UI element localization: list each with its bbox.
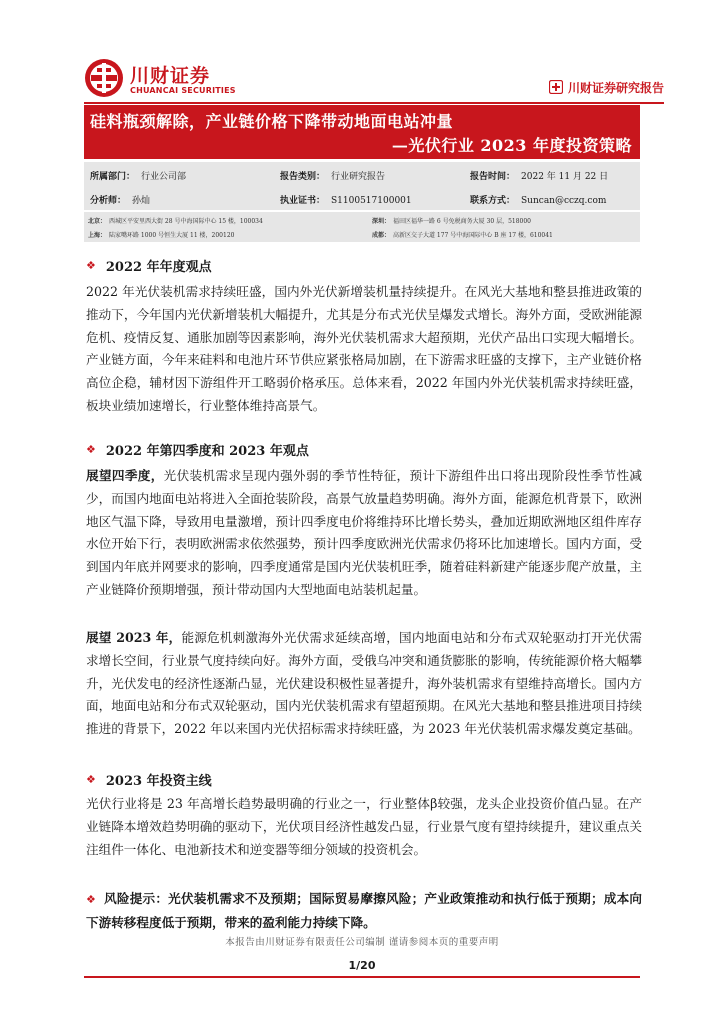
section-heading-q4-2023-view: ❖ 2022 年第四季度和 2023 年观点 xyxy=(86,443,309,459)
title-banner xyxy=(84,105,640,159)
paragraph-investment: 光伏行业将是 23 年高增长趋势最明确的行业之一，行业整体β较强，龙头企业投资价值凸显。在产业链降本增效趋势明确的驱动下，光伏项目经济性越发凸显，行业景气度有望持续提升，建议重点关注组件一体化、电池新技术和逆变器等细分领域的投资机会。 xyxy=(86,796,642,857)
diamond-bullet-icon: ❖ xyxy=(86,259,96,272)
meta-certificate: 执业证书： S1100517100001 xyxy=(280,196,412,206)
address-shenzhen: 深圳： 福田区福华一路 6 号免税商务大厦 30 层，518000 xyxy=(372,218,532,225)
diamond-bullet-icon: ❖ xyxy=(86,773,96,786)
brand-name-en: CHUANCAI SECURITIES xyxy=(130,86,236,95)
q4-lead: 展望四季度， xyxy=(86,468,164,483)
page-header xyxy=(84,56,664,100)
office-addresses xyxy=(84,212,640,242)
paragraph-2022-view: 2022 年光伏装机需求持续旺盛，国内外光伏新增装机量持续提升。在风光大基地和整县推进政策的推动下，今年国内光伏新增装机大幅提升，尤其是分布式光伏呈爆发式增长。海外方面，受欧洲能源危机、疫情反复、通胀加剧等因素影响，海外光伏装机需求大超预期，光伏产品出口实现大幅增长。产业链方面，今年来硅料和电池片环节供应紧张格局加剧，在下游需求旺盛的支撑下，主产业链价格高位企稳，辅材因下游组件开工略弱价格承压。总体来看，2022 年国内外光伏装机需求持续旺盛，板块业绩加速增长，行业整体维持高景气。 xyxy=(86,284,642,413)
address-chengdu: 成都： 高新区交子大道 177 号中海国际中心 B 座 17 楼，610041 xyxy=(372,232,553,239)
brand-logo xyxy=(84,56,284,100)
meta-report-type: 报告类别： 行业研究报告 xyxy=(280,172,386,182)
report-meta xyxy=(84,162,640,210)
y2023-lead: 展望 2023 年， xyxy=(86,630,182,645)
report-subtitle: —光伏行业 2023 年度投资策略 xyxy=(391,136,632,155)
diamond-bullet-icon: ❖ xyxy=(86,443,96,456)
footer-disclaimer: 本报告由川财证券有限责任公司编制 谨请参阅本页的重要声明 xyxy=(225,937,499,948)
diamond-bullet-icon: ❖ xyxy=(86,893,97,906)
meta-department: 所属部门： 行业公司部 xyxy=(90,172,187,182)
paragraph-2023-outlook: 展望 2023 年，能源危机刺激海外光伏需求延续高增，国内地面电站和分布式双轮驱动打开光伏需求增长空间，行业景气度持续向好。海外方面，受俄乌冲突和通货膨胀的影响，传统能源价格大幅攀升，光伏发电的经济性逐渐凸显，光伏建设积极性显著提升，海外装机需求有望维持高增长。国内方面，地面电站和分布式双轮驱动，国内光伏装机需求有望超预期。在风光大基地和整县推进项目持续推进的背景下，2022 年以来国内光伏招标需求持续旺盛，为 2023 年光伏装机需求爆发奠定基础。 xyxy=(86,630,643,737)
chuancai-logo-icon xyxy=(84,58,124,98)
paragraph-q4-outlook: 展望四季度，光伏装机需求呈现内强外弱的季节性特征，预计下游组件出口将出现阶段性季节性减少，而国内地面电站将进入全面抢装阶段，高景气放量趋势明确。海外方面，能源危机背景下，欧洲地区气温下降，导致用电量激增，预计四季度电价将维持环比增长势头，叠加近期欧洲地区组件库存水位开始下行，表明欧洲需求依然强势，预计四季度欧洲光伏需求仍将环比加速增长。国内方面，受到国内年底并网要求的影响，四季度通常是国内光伏装机旺季，随着硅料新建产能逐步爬产放量，主产业链降价预期增强，预计带动国内大型地面电站装机起量。 xyxy=(86,468,643,597)
section-heading-2022-view: ❖ 2022 年年度观点 xyxy=(86,259,212,275)
address-beijing: 北京： 西城区平安里西大街 28 号中海国际中心 15 楼，100034 xyxy=(88,218,263,225)
footer-divider xyxy=(84,976,640,978)
section-heading-investment: ❖ 2023 年投资主线 xyxy=(86,773,212,789)
address-shanghai: 上海： 陆家嘴环路 1000 号恒生大厦 11 楼，200120 xyxy=(88,232,235,239)
meta-contact: 联系方式： Suncan@cczq.com xyxy=(470,196,607,206)
report-badge-icon xyxy=(549,80,563,94)
report-badge xyxy=(549,78,664,96)
header-divider xyxy=(84,102,664,104)
risk-warning: ❖ 风险提示：光伏装机需求不及预期；国际贸易摩擦风险；产业政策推动和执行低于预期；成本向下游转移程度低于预期，带来的盈利能力持续下降。 xyxy=(86,891,642,930)
meta-analyst: 分析师： 孙灿 xyxy=(90,196,151,206)
report-title: 硅料瓶颈解除，产业链价格下降带动地面电站冲量 xyxy=(90,112,454,131)
report-label: 川财证券研究报告 xyxy=(567,80,664,95)
brand-name-cn: 川财证券 xyxy=(130,65,211,87)
page-number: 1/20 xyxy=(348,959,376,972)
meta-report-time: 报告时间： 2022 年 11 月 22 日 xyxy=(470,172,609,182)
